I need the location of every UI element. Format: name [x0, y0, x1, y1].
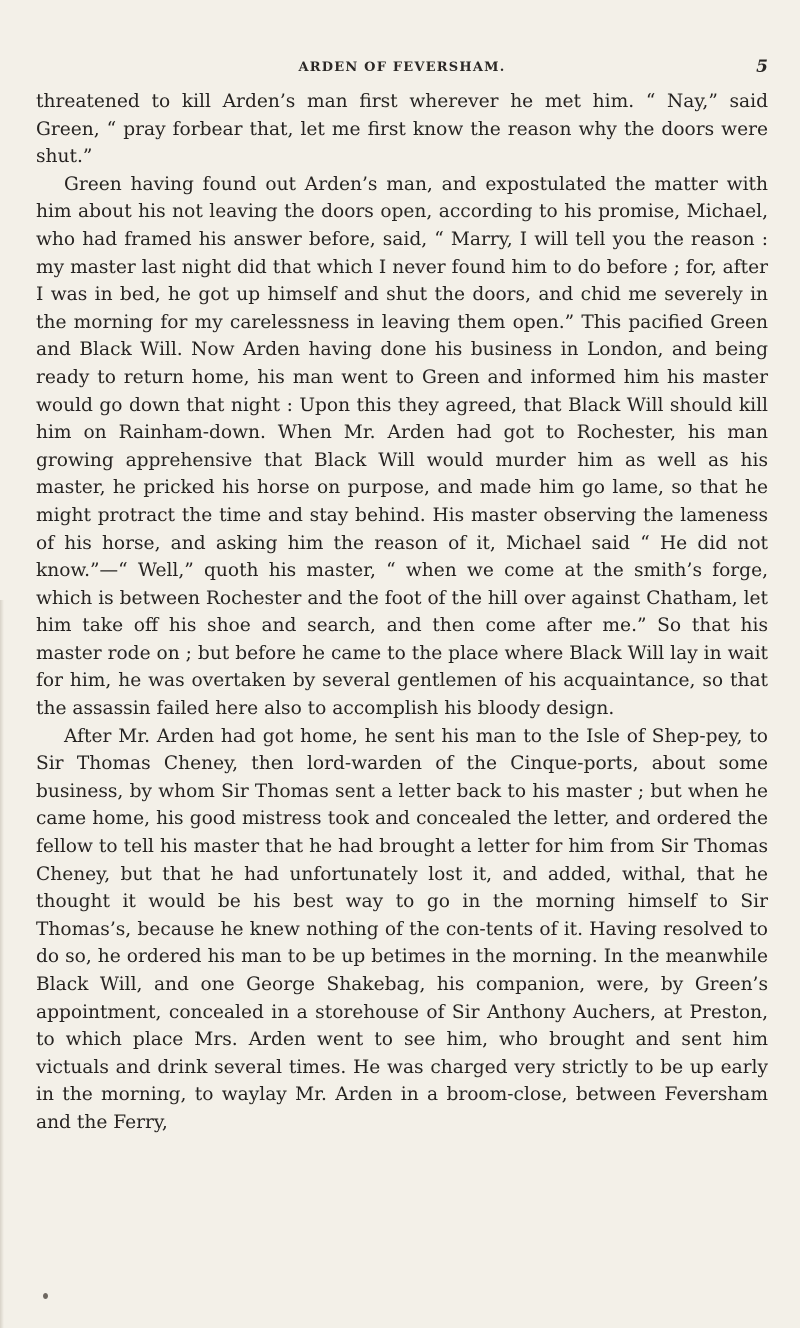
paragraph: After Mr. Arden had got home, he sent his man to the Isle of Shep-pey, to Sir Thomas Cheney, then lord-warden of the Cinque-ports, about some business, by whom Sir Thomas sent a letter back to his master ; but when he came home, his good mistress took and concealed the letter, and ordered the fellow to tell his master that he had brought a letter for him from Sir Thomas Cheney, but that he had unfortunately lost it, and added, withal, that he thought it would be his best way to go in the morning himself to Sir Thomas’s, because he knew nothing of the con-tents of it. Having resolved to do so, he ordered his man to be up betimes in the morning. In the meanwhile Black Will, and one George Shakebag, his companion, were, by Green’s appointment, concealed in a storehouse of Sir Anthony Auchers, at Preston, to which place Mrs. Arden went to see him, who brought and sent him victuals and drink several times. He was charged very strictly to be up early in the morning, to waylay Mr. Arden in a broom-close, between Feversham and the Ferry,: [36, 725, 768, 1133]
paragraph: Green having found out Arden’s man, and expostulated the matter with him about his not leaving the doors open, according to his promise, Michael, who had framed his answer before, said, “ Marry, I will tell you the reason : my master last night did that which I never found him to do before ; for, after I was in bed, he got up himself and shut the doors, and chid me severely in the morning for my carelessness in leaving them open.” This pacified Green and Black Will. Now Arden having done his business in London, and being ready to return home, his man went to Green and informed him his master would go down that night : Upon this they agreed, that Black Will should kill him on Rainham-down. When Mr. Arden had got to Rochester, his man growing apprehensive that Black Will would murder him as well as his master, he pricked his horse on purpose, and made him go lame, so that he might protract the time and stay behind. His master observing the lameness of his horse, and asking him the reason of it, Michael said “ He did not know.”—“ Well,” quoth his master, “ when we come at the smith’s forge, which is between Rochester and the foot of the hill over against Chatham, let him take off his shoe and search, and then come after me.” So that his master rode on ; but before he came to the place where Black Will lay in wait for him, he was overtaken by several gentlemen of his acquaintance, so that the assassin failed here also to accomplish his bloody design.: [36, 173, 768, 720]
ink-speck: [43, 1293, 48, 1299]
paragraph-continuation: threatened to kill Arden’s man first wherever he met him. “ Nay,” said Green, “ pray forbear that, let me first know the reason why the doors were shut.”: [36, 91, 768, 168]
running-title: ARDEN OF FEVERSHAM.: [298, 60, 506, 75]
page-header: [36, 57, 768, 84]
page-edge-shadow: [0, 600, 4, 1328]
body-text: [36, 88, 768, 1137]
page-number: 5: [756, 57, 768, 77]
